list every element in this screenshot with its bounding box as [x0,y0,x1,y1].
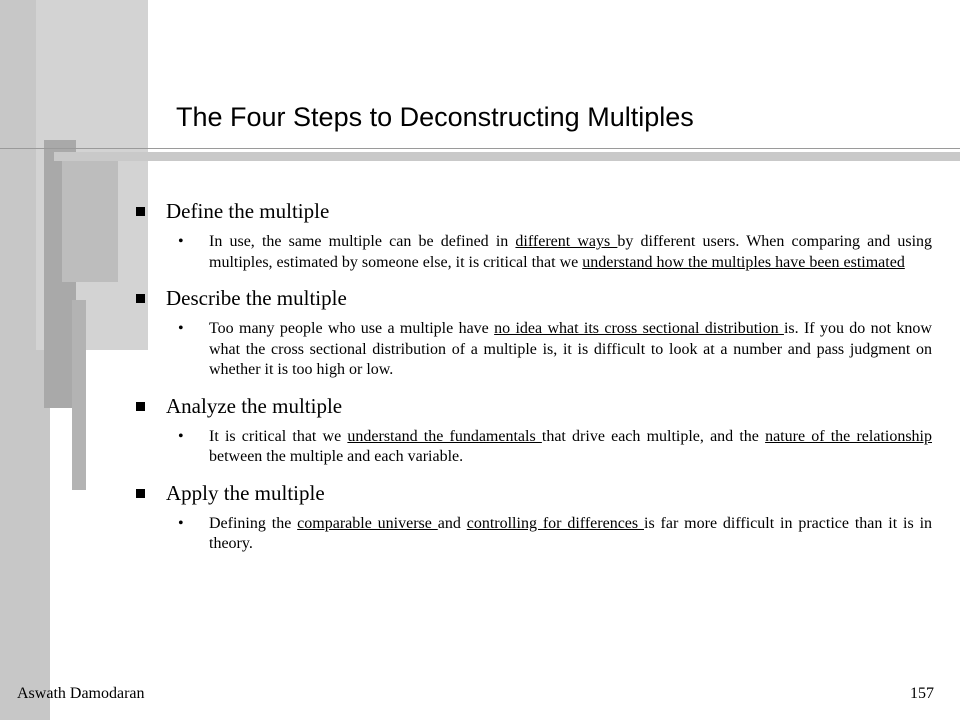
section-define [132,198,932,273]
page-number: 157 [910,685,934,702]
square-bullet-icon [136,294,145,303]
decorative-bar [72,300,86,490]
heading-text: Describe the multiple [166,286,347,310]
decorative-bar [62,160,118,282]
text-run: by different users. When comparing and using multiples, estimated by someone else, it is critical that we [209,233,933,271]
dot-bullet-icon: • [178,233,184,250]
underlined-text: comparable universe [297,514,438,532]
text-run: is. If you do not know what the cross sectional distribution of a multiple is, it is difficult to look at a number and pass judgment on whether it is too high or low. [209,320,932,378]
sub-bullet [132,427,932,468]
sub-bullet [132,232,932,273]
footer-author: Aswath Damodaran [17,685,145,702]
text-run: In use, the same multiple can be defined in [209,233,516,250]
slide-title: The Four Steps to Deconstructing Multiples [176,102,694,132]
sub-bullet [132,319,932,381]
square-bullet-icon [136,489,145,498]
section-describe [132,285,932,381]
dot-bullet-icon: • [178,320,184,337]
section-heading [132,480,932,506]
section-heading [132,198,932,224]
section-apply [132,480,932,555]
heading-text: Define the multiple [166,199,330,223]
underlined-text: understand how the multiples have been estimated [582,253,905,271]
text-run: Too many people who use a multiple have [209,320,495,337]
square-bullet-icon [136,207,145,216]
text-run: that drive each multiple, and the [541,427,766,445]
title-divider [0,148,960,149]
text-run: between the multiple and each variable. [209,448,464,465]
dot-bullet-icon: • [178,514,184,532]
square-bullet-icon [136,402,145,411]
underlined-text: different ways [515,233,618,250]
text-run: It is critical that we [209,427,348,445]
underlined-text: understand the fundamentals [347,427,542,445]
heading-text: Apply the multiple [166,480,325,505]
heading-text: Analyze the multiple [166,393,343,418]
underlined-text: controlling for differences [466,514,644,532]
underlined-text: no idea what its cross sectional distribution [494,320,784,337]
title-divider-bar [54,152,960,161]
section-heading [132,285,932,311]
sub-bullet [132,514,932,555]
underlined-text: nature of the relationship [765,427,932,445]
slide-content [132,198,932,555]
section-analyze [132,393,932,468]
section-heading [132,393,932,419]
text-run: is far more difficult in practice than it is in theory. [209,514,933,552]
text-run: Defining the [209,514,298,532]
dot-bullet-icon: • [178,427,184,445]
text-run: and [437,514,467,532]
